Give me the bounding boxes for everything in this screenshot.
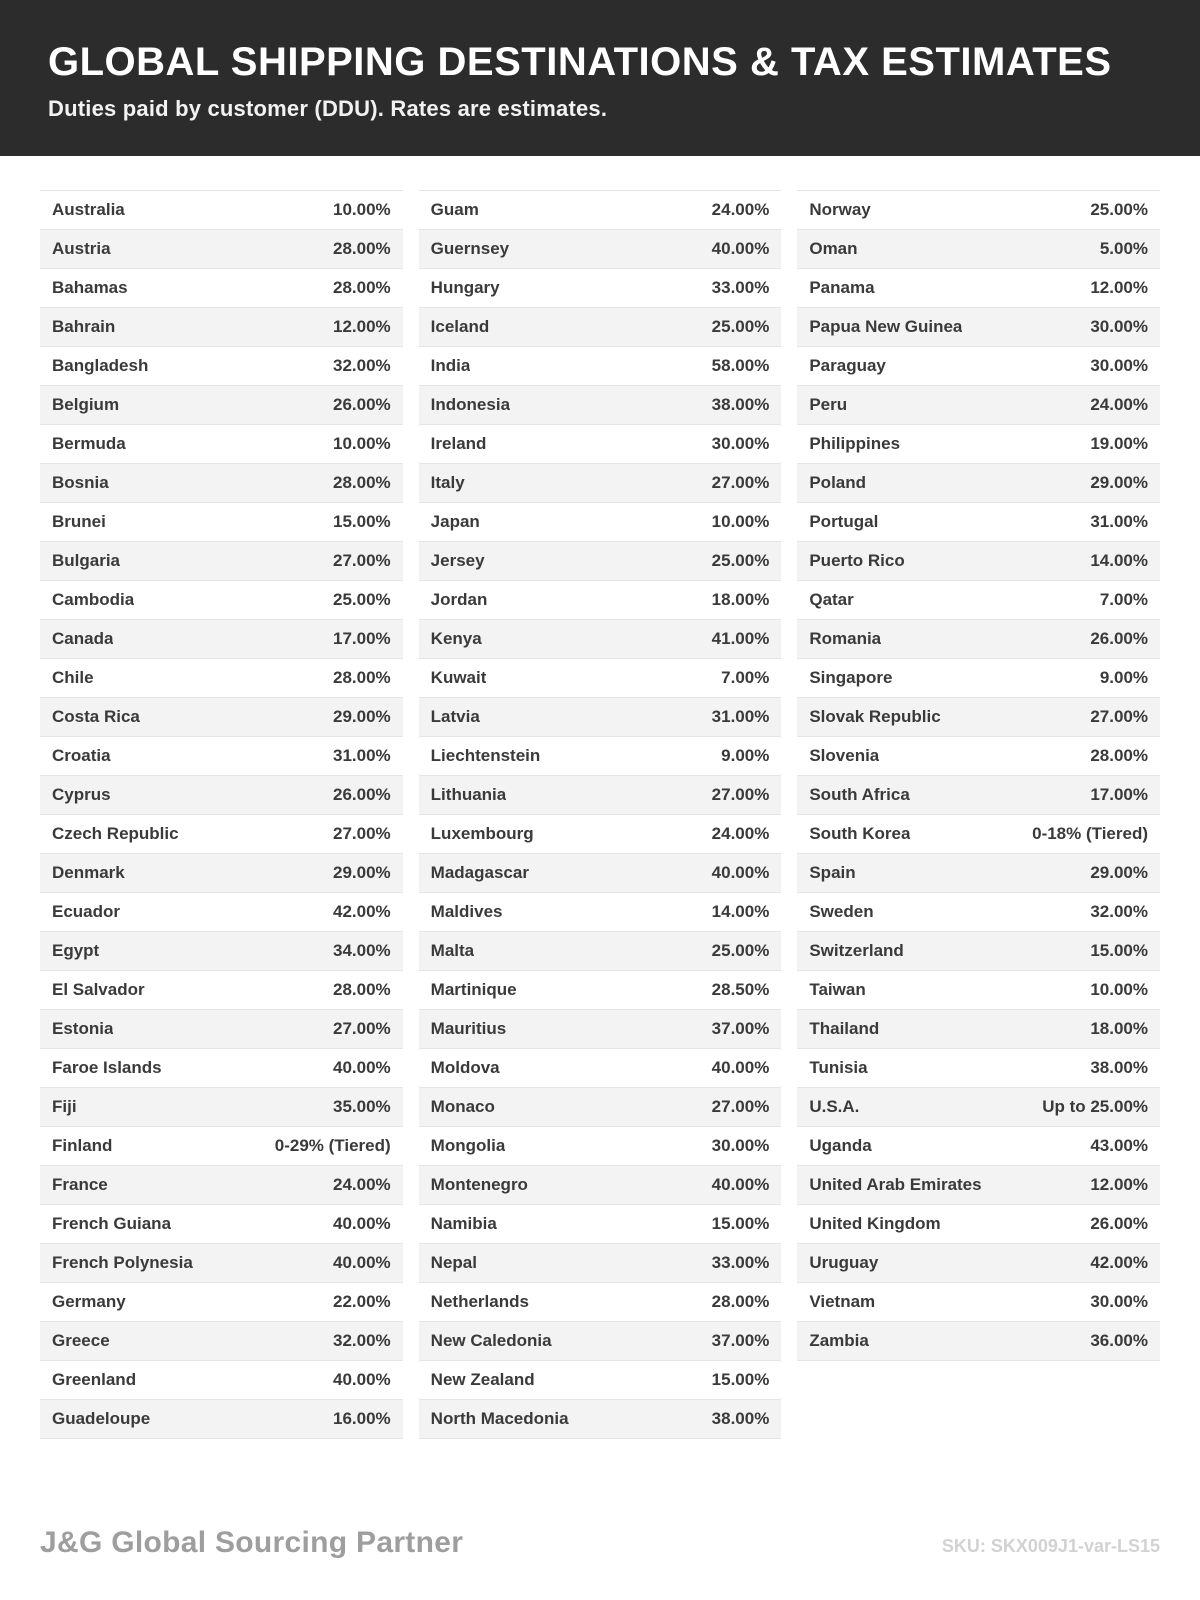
country-name: Kuwait	[430, 668, 487, 687]
table-row	[797, 1088, 1160, 1127]
country-name: Canada	[52, 629, 114, 648]
country-name: Guernsey	[430, 239, 510, 258]
country-name: Norway	[809, 200, 871, 219]
country-name: Slovenia	[809, 746, 880, 765]
country-name: Czech Republic	[52, 824, 179, 843]
tax-rate: 42.00%	[333, 902, 391, 921]
tax-rate: 9.00%	[721, 746, 770, 765]
country-name: Spain	[809, 863, 856, 882]
table-row	[40, 1322, 403, 1361]
country-name: Guam	[430, 200, 479, 219]
table-row	[419, 581, 782, 620]
table-row	[419, 308, 782, 347]
tax-rate: 9.00%	[1099, 668, 1149, 687]
table-row	[40, 1400, 403, 1439]
country-name: Lithuania	[430, 785, 507, 804]
tax-rate: 26.00%	[1090, 629, 1149, 648]
tax-rate: 58.00%	[711, 356, 770, 375]
table-row	[40, 581, 403, 620]
country-name: Mauritius	[430, 1019, 507, 1038]
table-row	[40, 1010, 403, 1049]
country-name: Kenya	[430, 629, 482, 648]
country-name: Iceland	[430, 317, 490, 336]
tax-rate: 18.00%	[711, 590, 770, 609]
country-name: Tunisia	[809, 1058, 868, 1077]
country-name: South Korea	[809, 824, 911, 843]
country-name: Netherlands	[430, 1292, 529, 1311]
tax-rate: 18.00%	[1090, 1019, 1149, 1038]
country-name: Philippines	[809, 434, 901, 453]
country-name: Uruguay	[809, 1253, 879, 1272]
table-row	[40, 1205, 403, 1244]
country-name: Ireland	[430, 434, 487, 453]
tax-rate: 31.00%	[1090, 512, 1149, 531]
tax-rate: 28.00%	[1090, 746, 1149, 765]
table-row	[419, 1205, 782, 1244]
tax-rate: 27.00%	[1090, 707, 1149, 726]
table-row	[419, 1400, 782, 1439]
country-name: Belgium	[52, 395, 120, 414]
table-row	[797, 347, 1160, 386]
country-name: Nepal	[430, 1253, 477, 1272]
table-row	[40, 854, 403, 893]
table-row	[40, 932, 403, 971]
table-row	[797, 737, 1160, 776]
tax-rate: 27.00%	[333, 824, 391, 843]
country-name: Estonia	[52, 1019, 114, 1038]
tax-rate: 28.00%	[333, 473, 391, 492]
country-name: Liechtenstein	[430, 746, 541, 765]
country-name: Vietnam	[809, 1292, 876, 1311]
table-row	[40, 1088, 403, 1127]
country-name: Oman	[809, 239, 858, 258]
country-name: Australia	[52, 200, 125, 219]
table-row	[419, 815, 782, 854]
country-name: Peru	[809, 395, 848, 414]
country-name: Jersey	[430, 551, 485, 570]
rates-column-1	[40, 190, 403, 1439]
table-row	[40, 191, 403, 230]
table-row	[797, 191, 1160, 230]
country-name: Switzerland	[809, 941, 904, 960]
table-row	[419, 347, 782, 386]
table-row	[40, 386, 403, 425]
tax-rate: 30.00%	[1090, 356, 1149, 375]
tax-rate: 17.00%	[1090, 785, 1149, 804]
tax-rate: 24.00%	[711, 824, 770, 843]
table-row	[40, 1244, 403, 1283]
table-row	[419, 464, 782, 503]
table-row	[419, 1166, 782, 1205]
table-row	[40, 308, 403, 347]
tax-rate: 28.00%	[333, 278, 391, 297]
country-name: Italy	[430, 473, 465, 492]
rates-column-2	[419, 190, 782, 1439]
country-name: French Polynesia	[52, 1253, 193, 1272]
table-row	[797, 854, 1160, 893]
tax-rate: 7.00%	[1099, 590, 1149, 609]
tax-rate: 5.00%	[1099, 239, 1149, 258]
tax-rate: 40.00%	[711, 1175, 770, 1194]
tax-rate: 10.00%	[333, 434, 391, 453]
table-row	[797, 269, 1160, 308]
table-row	[419, 1361, 782, 1400]
country-name: United Arab Emirates	[809, 1175, 982, 1194]
table-row	[797, 425, 1160, 464]
table-row	[40, 776, 403, 815]
country-name: Taiwan	[809, 980, 866, 999]
footer	[0, 1526, 1200, 1600]
table-row	[419, 698, 782, 737]
table-row	[40, 1127, 403, 1166]
country-name: Jordan	[430, 590, 488, 609]
country-name: India	[430, 356, 471, 375]
tax-rate: 40.00%	[711, 239, 770, 258]
table-row	[797, 1010, 1160, 1049]
country-name: Mongolia	[430, 1136, 506, 1155]
table-row	[797, 659, 1160, 698]
tax-rate: 32.00%	[333, 356, 391, 375]
table-row	[419, 386, 782, 425]
tax-rate: 40.00%	[711, 1058, 770, 1077]
table-row	[797, 1205, 1160, 1244]
tax-rate: 24.00%	[333, 1175, 391, 1194]
tax-rate: Up to 25.00%	[1042, 1097, 1149, 1116]
tax-rate: 40.00%	[333, 1370, 391, 1389]
country-name: Singapore	[809, 668, 893, 687]
country-name: Papua New Guinea	[809, 317, 963, 336]
table-row	[797, 308, 1160, 347]
tax-rate: 28.00%	[711, 1292, 770, 1311]
tax-rate: 27.00%	[711, 473, 770, 492]
country-name: Croatia	[52, 746, 111, 765]
country-name: Fiji	[52, 1097, 77, 1116]
table-row	[797, 464, 1160, 503]
content-area	[0, 156, 1200, 1526]
table-row	[40, 737, 403, 776]
country-name: Poland	[809, 473, 867, 492]
tax-rate: 33.00%	[711, 278, 770, 297]
table-row	[797, 386, 1160, 425]
tax-rate: 12.00%	[333, 317, 391, 336]
tax-rate: 10.00%	[1090, 980, 1149, 999]
country-name: U.S.A.	[809, 1097, 860, 1116]
tax-rate: 30.00%	[1090, 1292, 1149, 1311]
page-title: GLOBAL SHIPPING DESTINATIONS & TAX ESTIMATES	[48, 40, 1112, 84]
tax-rate: 14.00%	[711, 902, 770, 921]
table-row	[419, 230, 782, 269]
country-name: Zambia	[809, 1331, 869, 1350]
country-name: Namibia	[430, 1214, 497, 1233]
tax-rate: 27.00%	[333, 551, 391, 570]
table-row	[419, 737, 782, 776]
tax-rate: 24.00%	[711, 200, 770, 219]
tax-rate: 28.00%	[333, 668, 391, 687]
country-name: French Guiana	[52, 1214, 172, 1233]
country-name: Malta	[430, 941, 475, 960]
tax-rate: 30.00%	[1090, 317, 1149, 336]
table-row	[40, 815, 403, 854]
country-name: Denmark	[52, 863, 125, 882]
tax-rate: 32.00%	[1090, 902, 1149, 921]
table-row	[797, 1166, 1160, 1205]
table-row	[419, 503, 782, 542]
country-name: Faroe Islands	[52, 1058, 162, 1077]
country-name: Bahrain	[52, 317, 116, 336]
table-row	[40, 230, 403, 269]
country-name: Maldives	[430, 902, 503, 921]
tax-rate: 25.00%	[711, 941, 770, 960]
table-row	[40, 425, 403, 464]
tax-rate: 15.00%	[333, 512, 391, 531]
table-row	[40, 269, 403, 308]
table-row	[419, 1010, 782, 1049]
tax-rate: 26.00%	[333, 785, 391, 804]
table-row	[419, 1049, 782, 1088]
country-name: Guadeloupe	[52, 1409, 151, 1428]
country-name: Cambodia	[52, 590, 135, 609]
tax-rate: 34.00%	[333, 941, 391, 960]
tax-rate: 31.00%	[333, 746, 391, 765]
table-row	[797, 230, 1160, 269]
tax-rate: 38.00%	[711, 395, 770, 414]
country-name: Uganda	[809, 1136, 872, 1155]
table-row	[40, 659, 403, 698]
sku-label: SKU: SKX009J1-var-LS15	[941, 1536, 1160, 1556]
country-name: Hungary	[430, 278, 500, 297]
table-row	[40, 698, 403, 737]
tax-rate: 32.00%	[333, 1331, 391, 1350]
page-subtitle: Duties paid by customer (DDU). Rates are estimates.	[48, 96, 608, 121]
table-row	[419, 893, 782, 932]
table-row	[419, 1088, 782, 1127]
tax-rate: 27.00%	[711, 785, 770, 804]
table-row	[40, 464, 403, 503]
table-row	[40, 620, 403, 659]
tax-rate: 17.00%	[333, 629, 391, 648]
country-name: Luxembourg	[430, 824, 534, 843]
table-row	[40, 503, 403, 542]
tax-rate: 38.00%	[711, 1409, 770, 1428]
table-row	[419, 1322, 782, 1361]
country-name: Paraguay	[809, 356, 886, 375]
table-row	[419, 191, 782, 230]
tax-rate: 27.00%	[333, 1019, 391, 1038]
tax-rate: 30.00%	[711, 1136, 770, 1155]
country-name: Romania	[809, 629, 882, 648]
table-row	[797, 698, 1160, 737]
table-row	[797, 503, 1160, 542]
table-row	[797, 1283, 1160, 1322]
country-name: Latvia	[430, 707, 480, 726]
table-row	[419, 776, 782, 815]
tax-rate: 28.50%	[711, 980, 770, 999]
country-name: Qatar	[809, 590, 854, 609]
country-name: Slovak Republic	[809, 707, 941, 726]
tax-rate: 24.00%	[1090, 395, 1149, 414]
country-name: Bahamas	[52, 278, 128, 297]
header-banner	[0, 0, 1200, 156]
table-row	[797, 1049, 1160, 1088]
tax-rate: 0-29% (Tiered)	[274, 1136, 391, 1155]
tax-rate: 43.00%	[1090, 1136, 1149, 1155]
country-name: New Caledonia	[430, 1331, 552, 1350]
country-name: France	[52, 1175, 108, 1194]
table-row	[40, 542, 403, 581]
country-name: Bermuda	[52, 434, 126, 453]
tax-rate: 29.00%	[1090, 473, 1149, 492]
table-row	[419, 425, 782, 464]
country-name: Moldova	[430, 1058, 500, 1077]
tax-rate: 25.00%	[1090, 200, 1149, 219]
country-name: Finland	[52, 1136, 113, 1155]
table-row	[40, 347, 403, 386]
tax-rate: 27.00%	[711, 1097, 770, 1116]
table-row	[419, 269, 782, 308]
country-name: Thailand	[809, 1019, 880, 1038]
table-row	[797, 1127, 1160, 1166]
tax-rate: 35.00%	[333, 1097, 391, 1116]
country-name: Chile	[52, 668, 94, 687]
table-row	[797, 776, 1160, 815]
table-row	[797, 1322, 1160, 1361]
country-name: Bulgaria	[52, 551, 121, 570]
tax-rate: 19.00%	[1090, 434, 1149, 453]
tax-rate: 26.00%	[1090, 1214, 1149, 1233]
tax-rate: 25.00%	[333, 590, 391, 609]
country-name: Japan	[430, 512, 480, 531]
tax-rate: 16.00%	[333, 1409, 391, 1428]
table-row	[797, 932, 1160, 971]
country-name: Bosnia	[52, 473, 109, 492]
tax-rate: 40.00%	[333, 1253, 391, 1272]
tax-rate: 28.00%	[333, 239, 391, 258]
tax-rate: 0-18% (Tiered)	[1032, 824, 1149, 843]
tax-rate: 10.00%	[333, 200, 391, 219]
country-name: New Zealand	[430, 1370, 535, 1389]
country-name: El Salvador	[52, 980, 145, 999]
country-name: Cyprus	[52, 785, 111, 804]
country-name: Costa Rica	[52, 707, 140, 726]
country-name: North Macedonia	[430, 1409, 569, 1428]
table-row	[797, 581, 1160, 620]
tax-rate: 29.00%	[1090, 863, 1149, 882]
table-row	[419, 1127, 782, 1166]
tax-rate: 15.00%	[1090, 941, 1149, 960]
country-name: Greece	[52, 1331, 110, 1350]
country-name: Egypt	[52, 941, 100, 960]
tax-rate: 36.00%	[1090, 1331, 1149, 1350]
country-name: Germany	[52, 1292, 126, 1311]
country-name: Greenland	[52, 1370, 137, 1389]
tax-rate: 7.00%	[721, 668, 770, 687]
tax-rate: 29.00%	[333, 707, 391, 726]
tax-rate: 25.00%	[711, 551, 770, 570]
tax-rate: 40.00%	[711, 863, 770, 882]
table-row	[797, 893, 1160, 932]
table-row	[797, 1244, 1160, 1283]
tax-rate: 15.00%	[711, 1214, 770, 1233]
tax-rate: 14.00%	[1090, 551, 1149, 570]
rates-column-3	[797, 190, 1160, 1361]
table-row	[419, 854, 782, 893]
country-name: Martinique	[430, 980, 517, 999]
tax-rate: 38.00%	[1090, 1058, 1149, 1077]
tax-rate: 10.00%	[711, 512, 770, 531]
table-row	[797, 542, 1160, 581]
table-row	[797, 620, 1160, 659]
country-name: Panama	[809, 278, 875, 297]
table-row	[40, 893, 403, 932]
country-name: United Kingdom	[809, 1214, 941, 1233]
table-row	[419, 542, 782, 581]
tax-rate: 40.00%	[333, 1214, 391, 1233]
country-name: South Africa	[809, 785, 910, 804]
table-row	[40, 1361, 403, 1400]
table-row	[419, 659, 782, 698]
tax-rate: 29.00%	[333, 863, 391, 882]
tax-rate: 37.00%	[711, 1331, 770, 1350]
country-name: Indonesia	[430, 395, 511, 414]
tax-rate: 37.00%	[711, 1019, 770, 1038]
brand-name: J&G Global Sourcing Partner	[40, 1526, 464, 1559]
tax-rate: 22.00%	[333, 1292, 391, 1311]
table-row	[797, 971, 1160, 1010]
tax-rate: 15.00%	[711, 1370, 770, 1389]
country-name: Ecuador	[52, 902, 121, 921]
table-row	[419, 1244, 782, 1283]
table-row	[40, 1283, 403, 1322]
tax-rate: 28.00%	[333, 980, 391, 999]
tax-rate: 25.00%	[711, 317, 770, 336]
table-row	[419, 971, 782, 1010]
rates-table	[40, 190, 1160, 1439]
table-row	[40, 971, 403, 1010]
tax-rate: 12.00%	[1090, 278, 1149, 297]
tax-rate: 41.00%	[711, 629, 770, 648]
table-row	[40, 1166, 403, 1205]
tax-rate: 26.00%	[333, 395, 391, 414]
country-name: Montenegro	[430, 1175, 528, 1194]
tax-rate: 12.00%	[1090, 1175, 1149, 1194]
tax-rate: 42.00%	[1090, 1253, 1149, 1272]
table-row	[419, 932, 782, 971]
country-name: Monaco	[430, 1097, 495, 1116]
country-name: Bangladesh	[52, 356, 149, 375]
country-name: Puerto Rico	[809, 551, 905, 570]
table-row	[419, 620, 782, 659]
tax-rate: 31.00%	[711, 707, 770, 726]
table-row	[419, 1283, 782, 1322]
table-row	[40, 1049, 403, 1088]
tax-rate: 40.00%	[333, 1058, 391, 1077]
country-name: Portugal	[809, 512, 879, 531]
tax-rate: 33.00%	[711, 1253, 770, 1272]
table-row	[797, 815, 1160, 854]
country-name: Madagascar	[430, 863, 529, 882]
tax-rate: 30.00%	[711, 434, 770, 453]
country-name: Austria	[52, 239, 111, 258]
country-name: Brunei	[52, 512, 106, 531]
country-name: Sweden	[809, 902, 874, 921]
